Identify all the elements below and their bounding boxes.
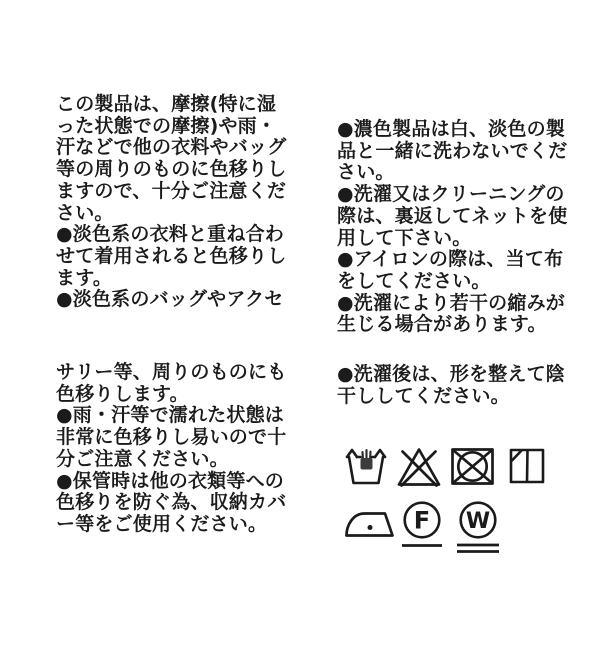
text-line: 生じる場合があります。 [337,313,547,336]
text-line: この製品は、摩擦(特に湿 [56,93,277,115]
text-line: 際は、裏返してネットを使 [337,204,568,227]
line-dry-in-shade-icon [508,447,546,485]
color-transfer-warning-text [56,94,286,311]
text-line: 汗などで他の衣料やバッグ [56,136,287,159]
text-line: ●淡色系の衣料と重ね合わ [56,223,284,246]
text-line: 干ししてください。 [337,384,510,407]
text-line: ●濃色製品は白、淡色の製 [337,118,565,140]
hand-wash-icon [344,447,388,486]
iron-low-heat-icon [344,502,396,539]
shade-dry-note-text [337,364,565,407]
text-line: ●雨・汗等で濡れた状態は [56,404,284,427]
text-line: 品と一緒に洗わないでくだ [337,139,568,162]
do-not-bleach-icon [395,446,443,488]
washing-instructions-text [337,119,567,336]
text-line: 等の周りのものに色移りし [56,158,287,181]
text-line: ます。 [56,266,113,289]
text-line: せて着用されると色移りし [56,244,287,267]
professional-wet-clean-w-icon [454,500,504,557]
text-line: 用して下さい。 [337,226,472,249]
professional-dry-clean-f-icon [399,500,447,557]
text-line: さい。 [337,161,395,184]
wet-state-storage-warning-text [56,362,286,536]
text-line: 分ご注意ください。 [56,447,229,470]
do-not-tumble-dry-icon [449,446,496,487]
dry-clean-letter: F [413,506,431,535]
text-line: ●洗濯により若干の縮みが [337,291,565,314]
text-line: 非常に色移りし易いので十 [56,426,287,449]
text-line: ●洗濯又はクリーニングの [337,183,565,206]
text-line: さい。 [56,201,114,224]
text-line: ●淡色系のバッグやアクセ [56,288,284,311]
wet-clean-letter: W [465,509,491,534]
text-line: ー等をご使用ください。 [56,512,268,535]
text-line: ●アイロンの際は、当て布 [337,248,564,271]
text-line: をしてください。 [337,269,491,292]
text-line: ●保管時は他の衣類等への [56,469,284,492]
text-line: サリー等、周りのものにも [56,361,287,383]
text-line: ●洗濯後は、形を整えて陰 [337,363,565,385]
iron-temp-dot [368,525,373,530]
text-line: 色移りを防ぐ為、収納カバ [56,491,287,514]
text-line: った状態での摩擦)や雨・ [56,114,277,137]
text-line: 色移りします。 [56,382,189,405]
text-line: ますので、十分ご注意くだ [56,179,287,202]
